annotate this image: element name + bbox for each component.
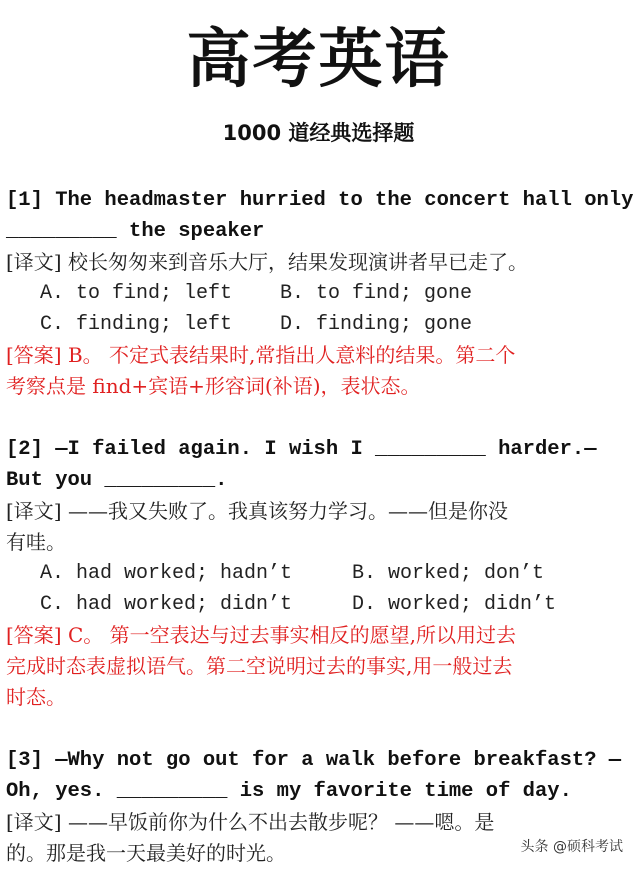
option-b: B. to find; gone <box>280 282 473 305</box>
option-c: C. had worked; didn’t <box>40 593 293 616</box>
option-d: D. finding; gone <box>280 313 473 336</box>
question-2-answer-line-3: 时态。 <box>6 685 66 709</box>
option-b: B. worked; don’t <box>352 562 545 585</box>
document-subtitle: 1000 道经典选择题 <box>222 121 415 145</box>
question-2-answer-line-2: 完成时态表虚拟语气。第二空说明过去的事实,用一般过去 <box>6 654 513 678</box>
option-a: A. to find; left <box>40 282 233 305</box>
question-1-line-2: _________ the speaker <box>6 220 265 243</box>
question-3-translation-line-2: 的。那是我一天最美好的时光。 <box>6 841 286 865</box>
option-a: A. had worked; hadn’t <box>40 562 293 585</box>
option-d: D. worked; didn’t <box>352 593 557 616</box>
question-2-translation-line-1: [译文] ——我又失败了。我真该努力学习。——但是你没 <box>6 499 508 523</box>
question-3-line-1: [3] —Why not go out for a walk before breakfast? — <box>6 749 622 772</box>
question-3-line-2: Oh, yes. _________ is my favorite time of day. <box>6 780 572 803</box>
question-1-options-row-2 <box>40 309 472 340</box>
question-1-translation: [译文] 校长匆匆来到音乐大厅，结果发现演讲者早已走了。 <box>6 250 528 274</box>
document-title: 高考英语 <box>186 23 451 97</box>
question-1-answer-line-1: [答案] B。 不定式表结果时,常指出人意料的结果。第二个 <box>6 343 516 367</box>
question-1-options-row-1 <box>40 278 472 309</box>
option-c: C. finding; left <box>40 313 233 336</box>
question-1-line-1: [1] The headmaster hurried to the concert hall only <box>6 189 634 212</box>
question-2-options-row-1 <box>40 558 544 589</box>
question-2-answer-line-1: [答案] C。 第一空表达与过去事实相反的愿望,所以用过去 <box>6 623 516 647</box>
question-2-options-row-2 <box>40 589 556 620</box>
question-2-line-2: But you _________. <box>6 469 228 492</box>
question-2-translation-line-2: 有哇。 <box>6 530 66 554</box>
watermark: 头条 @硕科考试 <box>520 839 623 855</box>
question-2-line-1: [2] —I failed again. I wish I _________ harder.— <box>6 438 597 461</box>
question-3-translation-line-1: [译文] ——早饭前你为什么不出去散步呢？ ——嗯。是 <box>6 810 495 834</box>
question-1-answer-line-2: 考察点是 find+宾语+形容词(补语)，表状态。 <box>6 374 421 398</box>
